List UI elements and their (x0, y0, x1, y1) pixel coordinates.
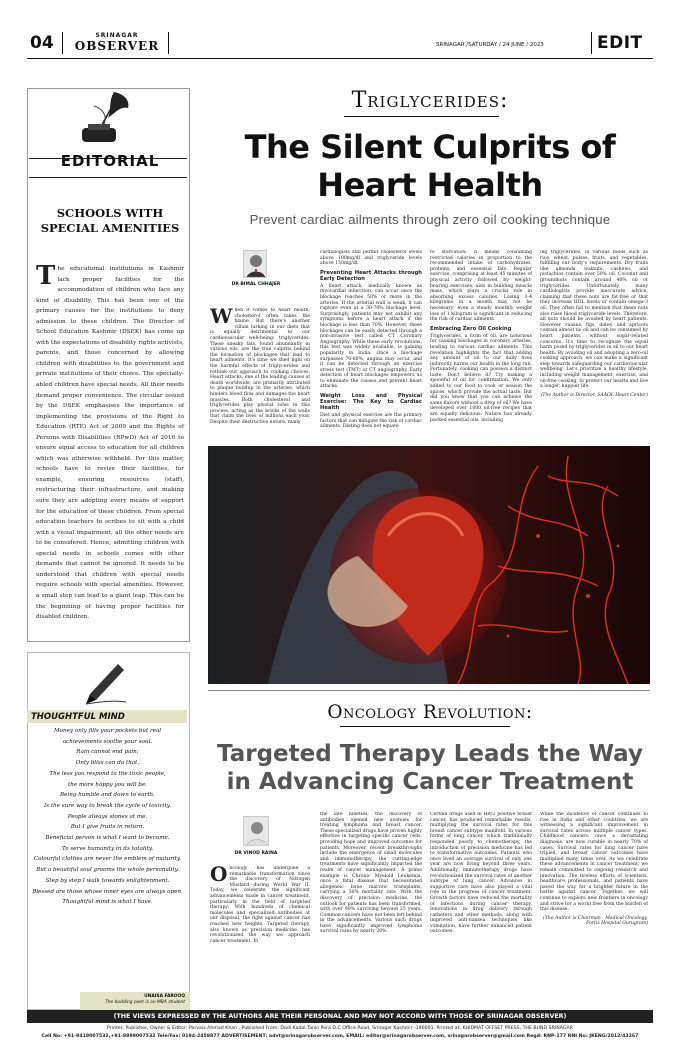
header-divider (168, 32, 169, 54)
article2-kicker: Oncology Revolution: (327, 702, 533, 723)
article2-col3: Certain drugs used in Her2 positive breast cancer, has produced remarkable results, multiplying the survival rates for this breast cancer subtype manifold. In various forms of lung cancer, which traditionally responded poorly to chemotherapy, the introduction of precision medicine has led to transformative outcomes. Patients who once lived an average survival of only one year are now living beyond three years. Additionally, immunotherapy drugs have revolutionized the survival rates of another subtype of lung cancer. Advances in supportive care have also played a vital role in the progress of cancer treatment. Growth factors have reduced the mortality of infections during cancer therapy. Innovations in drug delivery through catheters and other methods, along with improved anti-nausea techniques like vomitation, have further enhanced patient outcomes. (430, 812, 532, 935)
poem-line: Thoughtful mind is what I have. (62, 899, 153, 906)
article1-col2b: A heart attack, medically known as myocardial infarction, can occur once the blockage reaches 50% or more in the arteries. If the arterial wall is weak, it can rupture even at a 30-70% blockage level. Surprisingly, patients may not exhibit any symptoms before a heart attack if the blockage is less than 70%. However, these blockages can be easily detected through a non-invasive test called CT Coronary Angiography. While these early revolutions, this test was widely available, is gaining popularity in India. Once a blockage surpasses 70-80%, angina may occur, and it can be detected through an exercise stress test (TMT) or CT angiography. Early detection of heart blockages empowers us to eliminate the causes and prevent heart attacks. (320, 283, 422, 390)
masthead-logo (72, 32, 162, 54)
poem-line: But a beautiful soul grooms the whole personality. (36, 867, 179, 874)
editorial-title: SCHOOLS WITH SPECIAL AMENITIES (40, 206, 180, 235)
article2-col4-text: While the incidence of cancer continues to rise in India and other countries, we are witnessing a significant improvement in survival rates across multiple cancer types. Childhood cancers, once a devastating diagnosis, are now curable in nearly 70% of cases. Survival rates for lung cancer have tripled, and breast cancer outcomes have multiplied many times over. As we celebrate these advancements in cancer treatment, we remain committed to ongoing research and innovation. The tireless efforts of scientists, healthcare professionals, and patients have paved the way for a brighter future in the battle against cancer. Together, we will continue to explore new frontiers in oncology and strive for a world free from the burden of this disease. (540, 812, 648, 913)
section-label: EDIT (597, 33, 643, 53)
article2-col1-text: ncology has undergone a remarkable transformation since the discovery of Nitrogen Mustard during World War II. Today, we celebrate the significant advancements made in cancer treatment, particularly in the field of targeted therapy. With hundreds of chemical molecules and specialized antibodies at our disposal, the fight against cancer has reached new heights. Targeted therapy, also known as precision medicine, has revolutionized the way we approach cancer treatment. In (210, 866, 310, 944)
poem-author-note: The budding poet is an MBA student (105, 1000, 185, 1005)
poem-author (80, 992, 190, 1010)
quill-inkpot-icon (68, 88, 142, 148)
poem-line: the more happy you will be. (68, 781, 147, 788)
header-divider (591, 32, 592, 54)
article1-col3a: to starvation; it means consuming restricted calories in proportion to the recommended intake of carbohydrates, proteins, and essential fats. Regular exercise, comprising at least 45 minutes of physical activity followed by weight-bearing exercises, aids in building muscle mass, which plays a crucial role in absorbing excess calories. Losing 3-4 kilograms in a month may not be necessary; even a steady monthly weight loss of 1 kilogram is significant in reducing the risk of cardiac ailments. (430, 250, 532, 323)
article2-top-rule (208, 690, 650, 691)
brand-top: SRINAGAR (95, 32, 139, 39)
article1-col4 (540, 250, 648, 442)
poem-line: Being humble and down to earth. (60, 792, 155, 799)
poem-line: Rain cannot end pain; (76, 749, 139, 756)
article1-kicker: Triglycerides: (351, 88, 509, 113)
article2-headline: Targeted Therapy Leads the Way in Advancing Cancer Treatment (217, 741, 643, 795)
header-divider (62, 32, 63, 54)
poem-line: Money only fills your pockets but real (53, 728, 162, 734)
article2-col1 (210, 866, 310, 1004)
article1-deck: Prevent cardiac ailments through zero oil cooking technique (249, 212, 611, 227)
article2-col2: the late nineties, the discovery of antibodies opened new avenues for treating lymphoma and breast cancer. These specialized drugs have proven highly effective in targeting specific cancer cells, providing hope and improved outcomes for patients. Moreover, recent breakthroughs include the emergence of small molecules and immunotherapy, the cutting-edge treatments have significantly impacted the realm of cancer management. A prime example is Chronic Myeloid Leukemia, once a fatal disease that necessitated allogeneic bone marrow transplants, carrying a 30% mortality rate. With the discovery of precision medicine, the outlook for patients has been transformed, with over 90% surviving beyond 25 years. Common cancers have not been left behind in the advancements. Various such drugs have significantly improved lymphoma survival rates by nearly 20%. (320, 812, 422, 935)
kicker-underline (344, 116, 499, 117)
poem-line: Colourful clothes are never the emblem of maturity. (33, 856, 182, 863)
article1-col1 (210, 308, 310, 440)
pen-writing-icon (82, 656, 130, 706)
editorial-body (36, 261, 184, 623)
article1-col2a: cardiologists still permit cholesterol levels above 100mg/dl and triglyceride levels above 150mg/dl. (320, 250, 422, 267)
header-rule (27, 58, 653, 59)
brand-bottom: OBSERVER (74, 39, 160, 53)
poem-line: People always stones at me. (67, 813, 148, 820)
article1-col3 (430, 250, 532, 442)
article1-col1-text: hen it comes to heart health, cholesterol often takes the blame. But there's another villain lurking in our diets that is equally detrimental to our cardiovascular well-being: triglycerides. These sneaky fats, found abundantly in various oils, are the true culprits behind the formation of blockages that lead to heart ailments. It's time we shed light on the harmful effects of triglycerides and rethink our approach to cooking choices. Heart attacks, one of the leading causes of death worldwide, are primarily attributed to plaque buildup in the arteries, which hinders blood flow and damages the heart muscles. Both cholesterol and triglycerides play pivotal roles in this process, acting as the bricks of the walls that claim the lives of millions each year. Despite their destructive nature, many (210, 308, 310, 425)
thoughtful-mind-label: THOUGHTFUL MIND (27, 710, 187, 723)
page-number: 04 (30, 33, 54, 53)
article1-sub2: Weight Loss and Physical Exercise: The Key to Cardiac Health (320, 393, 422, 412)
author-photo (243, 816, 269, 846)
article2-col4 (540, 812, 648, 1004)
poem-line: achievements soothe your soul. (62, 738, 153, 745)
poem-line: To serve humanity in its totality. (61, 845, 154, 852)
article2-signoff: (The Author is Chairman - Medical Oncology, Fortis Hospital Gurugram) (543, 915, 648, 927)
article1-dropcap: W (210, 308, 233, 328)
article2-author: DR VINOD RAINA (234, 851, 278, 856)
article1-headline: The Silent Culprits of Heart Health (244, 128, 616, 204)
article1-col4a: ing triglycerides, in various foods such as rice, wheat, pulses, fruits, and vegetables, fulfilling our body's requirements. Dry fruits like almonds, walnuts, cashews, and pistachios contain over 50% oil. Coconut and groundnuts contain around 40% oil or triglycerides. Unfortunately, many cardiologists provide inaccurate advice, claiming that these nuts are fat-free or that they increase HDL levels or contain omega-3 oil. They often fail to mention that these nuts also raise blood triglyceride levels. Therefore, all nuts should be avoided by heart patients. However, raisins, figs, dates, and apricots contain almost no oil and can be consumed by heart patients without sugar-related concerns. It's time to recognize the equal harm posed by triglycerides in oil to our heart health. By avoiding oil and adopting a zero-oil cooking approach, we can make a significant step towards safeguarding our cardiovascular wellbeing. Let's prioritize a healthy lifestyle, including weight management, exercise, and oil-free cooking, to protect our hearts and live a longer, happier life. (540, 250, 648, 390)
poem-line: But I give fruits in return. (70, 824, 145, 831)
article2-dropcap: O (210, 866, 228, 886)
article1-sub3: Embracing Zero Oil Cooking (430, 325, 512, 332)
article1-col2 (320, 250, 422, 442)
dateline: SRINAGAR /SATURDAY / 24 JUNE / 2023 (436, 42, 544, 48)
article1-col3b: Triglycerides, a form of oil, are notorious for causing blockages in coronary arteries, leading to various cardiac ailments. This revelation highlights the fact that adding any amount of oil to our daily lives indirectly harms our health in the long run. Fortunately, cooking can possess a distinct taste. Don't believe it? Try making a spoonful of oil for confirmation. We only added to our food to cook or season the spices, which provide the actual taste. But did you know that you can achieve the same flavors without a drop of oil? We have developed over 1000 oil-free recipes that are equally delicious. Nature has already packed essential oils, including (430, 333, 532, 423)
article1-col2c: Diet and physical exercise are the primary factors that can mitigate the risk of cardiac ailments. Dieting does not equate (320, 413, 422, 430)
imprint-line1: Printer, Publisher, Owner & Editor: Parvaiz Ahmad Khan , Published From: Dodi Kadal Tanki Pora D.C Office Road, Srinagar Kashmir -190001, Printed at: KHIDMAT OFFSET PRESS, THE BUND SRINAGAR (106, 1026, 574, 1031)
poem-line: Blessed are those whose inner eyes are always open. (32, 888, 183, 895)
author-photo (243, 250, 267, 278)
editorial-text: he educational institutions in Kashmir lack proper facilities for the accommodation of children who face any kind of disability. This has been one of the primary causes for the institutions to deny admission to these children. The Director of School Education Kashmir (DSEK) has come up with the expectations of disability rights activists, parents, and those concerned by allowing children with disabilities to the government and private institutions of their choice. The specially-abled children have special needs. All their needs demand proper convenience. The circular issued by the DSEK emphasises the importance of implementing the provisions of the Right to Education (RTE) Act of 2009 and the Rights of Persons with Disabilities (RPwD) Act of 2016 to ensure equal access to education for all children which was otherwise withheld. For this matter, schools have to revise their facilities, for example, ensuring resources (staff), restructuring their infrastructure, and making sure they are adopting every means of support for the education of these children. From special education teachers to scribes to sit with a child with a visual impairment, all the other needs are to be considered. Hence, admitting children with special needs in schools comes with other demands that cannot be ignored. It needs to be understood that children with special needs require schools with special amenities. However, a small step can lead to a giant leap. This can be the beginning of having proper facilities for disabled children. (36, 266, 184, 621)
article1-sub1: Preventing Heart Attacks through Early Detection (320, 269, 422, 282)
poem-line: Is the sure way to break the cycle of toxicity. (44, 802, 171, 809)
poem-author-name: UNAISA FAROOQ (144, 994, 185, 999)
heart-illustration (208, 446, 650, 684)
poem-line: Only bliss can do that. (75, 760, 140, 767)
poem-line: The less you respond to the toxic people, (49, 770, 166, 777)
label-rule-bottom (29, 177, 187, 178)
editorial-label: EDITORIAL (60, 152, 160, 170)
poem-line: Beneficial person is what I want to become. (45, 835, 170, 842)
editorial-dropcap: T (36, 261, 56, 291)
article1-signoff: (The Author is Director, SAAOL Heart Center) (540, 392, 648, 398)
kicker-underline (340, 726, 510, 727)
poem (30, 726, 185, 908)
imprint-line2: Cell No: +91-9419007532,+91-8899007532 Tele/Fax: 0194-2458877 ADVERTISEMENT: advt@srinagarobserver.com, EMAIL: editor@srinagarobserver.com, srinagarobserver@gmail.com Regd: RNP-177 RNI No: JKENG/2012/43267 (41, 1034, 639, 1039)
disclaimer-bar: (THE VIEWS EXPRESSED BY THE AUTHORS ARE THEIR PERSONAL AND MAY NOT ACCORD WITH THOSE OF SRINAGAR OBSERVER) (27, 1010, 653, 1023)
poem-line: Step by step I walk towards enlightenment. (45, 877, 170, 884)
article1-author: DR BIMAL CHHAJER (231, 282, 281, 287)
